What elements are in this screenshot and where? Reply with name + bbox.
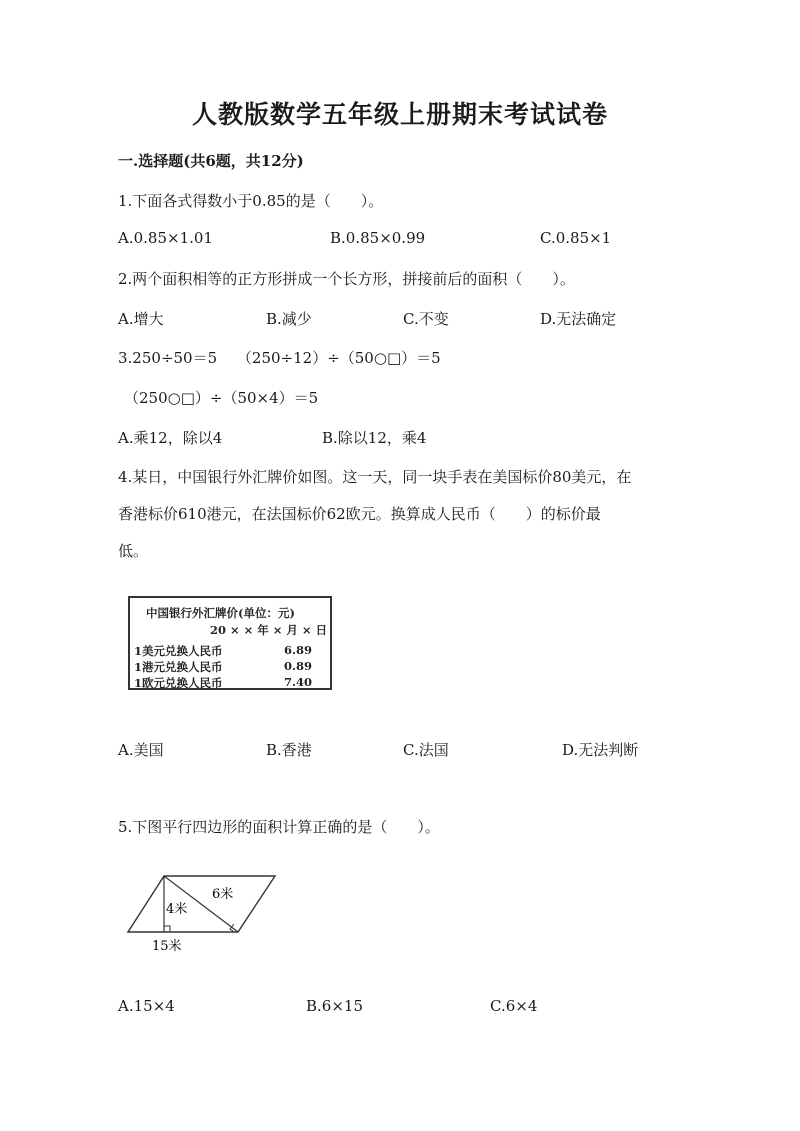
q5-option-a[interactable]: A.15×4 (118, 997, 175, 1015)
q4-option-c[interactable]: C.法国 (403, 741, 449, 759)
q4-option-a[interactable]: A.美国 (118, 741, 164, 759)
q1-option-b[interactable]: B.0.85×0.99 (330, 229, 426, 247)
section-title: 一.选择题(共6题，共12分) (118, 152, 304, 170)
diagonal-label: 6米 (212, 887, 234, 902)
rate-row-value: 6.89 (284, 643, 313, 657)
q3-option-b[interactable]: B.除以12，乘4 (322, 429, 427, 447)
q4-option-b[interactable]: B.香港 (266, 741, 312, 759)
q5-option-b[interactable]: B.6×15 (306, 997, 363, 1015)
question-2: 2.两个面积相等的正方形拼成一个长方形，拼接前后的面积（ ）。 (118, 270, 575, 288)
parallelogram-figure (120, 868, 290, 958)
question-3-line-1: 3.250÷50＝5 （250÷12）÷（50○□）＝5 (118, 349, 441, 367)
q2-option-c[interactable]: C.不变 (403, 310, 449, 328)
rate-table-title: 中国银行外汇牌价(单位：元) (146, 606, 295, 620)
question-4-line-1: 4.某日，中国银行外汇牌价如图。这一天，同一块手表在美国标价80美元，在 (118, 468, 632, 486)
exchange-rate-table (128, 596, 332, 690)
question-4-line-3: 低。 (118, 542, 149, 560)
rate-row-value: 7.40 (284, 675, 313, 689)
rate-row-label: 1欧元兑换人民币 (134, 676, 223, 690)
height-label: 4米 (166, 902, 188, 917)
base-label: 15米 (152, 939, 182, 954)
rate-row-value: 0.89 (284, 659, 313, 673)
q5-option-c[interactable]: C.6×4 (490, 997, 538, 1015)
question-1: 1.下面各式得数小于0.85的是（ ）。 (118, 192, 384, 210)
rate-table-date: 20 × × 年 × 月 × 日 (210, 623, 328, 637)
q4-option-d[interactable]: D.无法判断 (562, 741, 639, 759)
q2-option-d[interactable]: D.无法确定 (540, 310, 617, 328)
question-3-line-2: （250○□）÷（50×4）＝5 (124, 389, 319, 407)
rate-row-label: 1美元兑换人民币 (134, 644, 223, 658)
q3-option-a[interactable]: A.乘12，除以4 (118, 429, 223, 447)
q2-option-b[interactable]: B.减少 (266, 310, 312, 328)
q1-option-a[interactable]: A.0.85×1.01 (118, 229, 213, 247)
rate-row-label: 1港元兑换人民币 (134, 660, 223, 674)
q2-option-a[interactable]: A.增大 (118, 310, 164, 328)
question-4-line-2: 香港标价610港元，在法国标价62欧元。换算成人民币（ ）的标价最 (118, 505, 601, 523)
question-5: 5.下图平行四边形的面积计算正确的是（ ）。 (118, 818, 440, 836)
q1-option-c[interactable]: C.0.85×1 (540, 229, 612, 247)
page-title: 人教版数学五年级上册期末考试试卷 (191, 100, 608, 129)
